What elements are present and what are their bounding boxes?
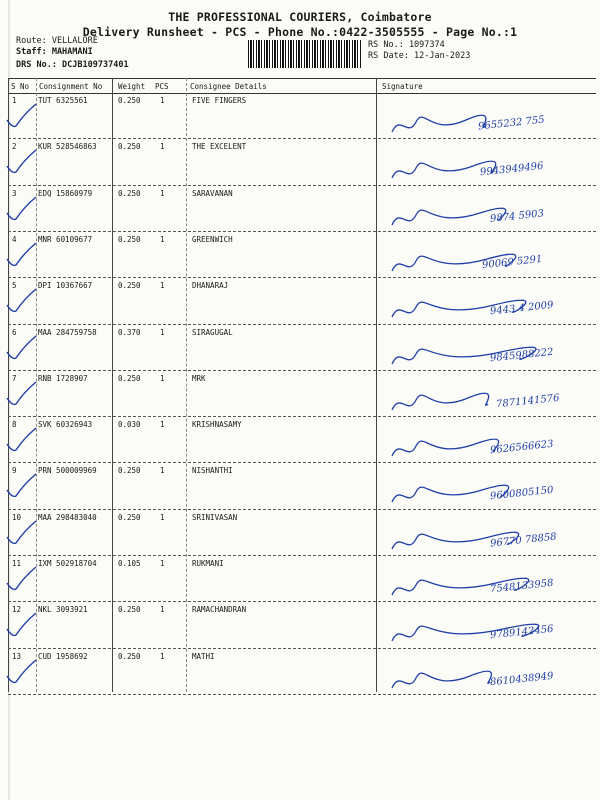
cell-sno: 6	[12, 327, 17, 337]
cell-pcs: 1	[160, 559, 165, 568]
cell-sno: 5	[12, 281, 17, 291]
cell-weight: 0.250	[118, 605, 141, 615]
cell-pcs: 1	[160, 466, 165, 476]
cell-consignee: MATHI	[192, 651, 215, 661]
column-header-signature: Signature	[382, 82, 423, 91]
cell-sno: 13	[12, 651, 22, 661]
cell-sno: 8	[12, 420, 17, 430]
cell-sno: 11	[12, 559, 22, 568]
drs-number: DRS No.: DCJB109737401	[16, 60, 129, 70]
cell-consignee: KRISHNASAMY	[192, 420, 242, 430]
check-tick-mark	[4, 334, 38, 364]
handwritten-phone-number: 9626566623	[489, 438, 555, 457]
staff-label: Staff: MAHAMANI	[16, 47, 93, 57]
cell-consignment: PRN 500009969	[38, 466, 97, 476]
check-tick-mark	[4, 519, 38, 549]
cell-consignee: SIRAGUGAL	[192, 327, 233, 337]
rs-date: RS Date: 12-Jan-2023	[368, 51, 471, 61]
cell-sno: 4	[12, 234, 17, 244]
handwritten-phone-number: 9655232 755	[477, 114, 546, 133]
cell-weight: 0.250	[118, 466, 141, 476]
cell-pcs: 1	[160, 651, 165, 661]
cell-weight: 0.250	[118, 142, 141, 152]
cell-sno: 10	[12, 512, 22, 522]
column-header-consignee: Consignee Details	[190, 82, 267, 91]
cell-pcs: 1	[160, 188, 165, 198]
cell-consignment: MAA 298483040	[38, 512, 97, 522]
cell-weight: 0.250	[118, 512, 141, 522]
handwritten-phone-number: 96770 78858	[489, 531, 558, 550]
cell-consignment: SVK 60326943	[38, 420, 93, 430]
handwritten-phone-number: 7548133958	[489, 577, 555, 596]
handwritten-phone-number: 9874 5903	[489, 207, 545, 225]
handwritten-phone-number: 9943949496	[479, 161, 545, 179]
cell-consignment: NKL 3093921	[38, 605, 88, 615]
cell-consignment: MAA 284759758	[38, 327, 97, 337]
check-tick-mark	[4, 241, 38, 271]
check-tick-mark	[4, 472, 38, 502]
handwritten-phone-number: 90069 5291	[481, 253, 543, 272]
cell-weight: 0.030	[118, 420, 141, 430]
company-title: THE PROFESSIONAL COURIERS, Coimbatore	[168, 10, 432, 24]
cell-sno: 3	[12, 188, 17, 198]
cell-consignment: IXM 502918704	[38, 559, 97, 568]
cell-pcs: 1	[160, 373, 165, 383]
cell-pcs: 1	[160, 96, 165, 105]
table-top-border	[8, 78, 596, 79]
cell-consignee: RUKMANI	[192, 559, 224, 568]
cell-consignee: FIVE FINGERS	[192, 96, 247, 105]
cell-weight: 0.370	[118, 327, 141, 337]
handwritten-phone-number: 9600805150	[489, 485, 555, 503]
cell-pcs: 1	[160, 142, 165, 152]
handwritten-phone-number: 8610438949	[489, 670, 555, 688]
cell-pcs: 1	[160, 281, 165, 291]
cell-pcs: 1	[160, 420, 165, 430]
cell-consignment: MNR 60109677	[38, 234, 93, 244]
cell-consignee: GREENWICH	[192, 234, 233, 244]
cell-weight: 0.250	[118, 96, 141, 105]
check-tick-mark	[4, 148, 38, 178]
check-tick-mark	[4, 380, 38, 410]
cell-weight: 0.250	[118, 234, 141, 244]
cell-consignee: SRINIVASAN	[192, 512, 238, 522]
cell-sno: 12	[12, 605, 22, 615]
check-tick-mark	[4, 611, 38, 641]
table-header-border	[8, 93, 596, 94]
handwritten-phone-number: 9443 4 2009	[489, 299, 555, 318]
check-tick-mark	[4, 565, 38, 595]
cell-pcs: 1	[160, 234, 165, 244]
cell-sno: 2	[12, 142, 17, 152]
cell-sno: 7	[12, 373, 17, 383]
column-header-weight: Weight	[118, 82, 146, 91]
cell-consignee: SARAVANAN	[192, 188, 233, 198]
column-header-consignment: Consignment No	[39, 82, 103, 91]
check-tick-mark	[4, 102, 38, 132]
cell-consignee: THE EXCELENT	[192, 142, 247, 152]
column-header-pcs: PCS	[155, 82, 169, 91]
handwritten-phone-number: 7871141576	[495, 392, 561, 411]
cell-pcs: 1	[160, 327, 165, 337]
cell-pcs: 1	[160, 512, 165, 522]
cell-consignment: TUT 6325561	[38, 96, 88, 105]
cell-sno: 9	[12, 466, 17, 476]
cell-weight: 0.250	[118, 651, 141, 661]
cell-consignment: DPI 10367667	[38, 281, 93, 291]
column-header-sno: S No	[11, 82, 30, 91]
route-label: Route: VELLALORE	[16, 36, 98, 46]
cell-consignee: MRK	[192, 373, 206, 383]
cell-consignee: RAMACHANDRAN	[192, 605, 247, 615]
runsheet-subtitle: Delivery Runsheet - PCS - Phone No.:0422-3505555 - Page No.:1	[82, 25, 518, 39]
cell-consignment: CUD 1958692	[38, 651, 88, 661]
handwritten-phone-number: 9845988222	[489, 346, 555, 364]
check-tick-mark	[4, 287, 38, 317]
rs-number: RS No.: 1097374	[368, 40, 445, 50]
cell-weight: 0.105	[118, 559, 141, 568]
cell-consignee: NISHANTHI	[192, 466, 233, 476]
cell-sno: 1	[12, 96, 17, 105]
check-tick-mark	[4, 426, 38, 456]
cell-pcs: 1	[160, 605, 165, 615]
cell-weight: 0.250	[118, 188, 141, 198]
cell-consignment: KUR 528546863	[38, 142, 97, 152]
cell-weight: 0.250	[118, 373, 141, 383]
cell-consignment: EDQ 15860979	[38, 188, 93, 198]
cell-consignment: RNB 1728907	[38, 373, 88, 383]
barcode-image	[248, 40, 362, 68]
cell-consignee: DHANARAJ	[192, 281, 229, 291]
handwritten-phone-number: 9789142456	[489, 624, 555, 642]
check-tick-mark	[4, 658, 38, 688]
check-tick-mark	[4, 195, 38, 225]
cell-weight: 0.250	[118, 281, 141, 291]
